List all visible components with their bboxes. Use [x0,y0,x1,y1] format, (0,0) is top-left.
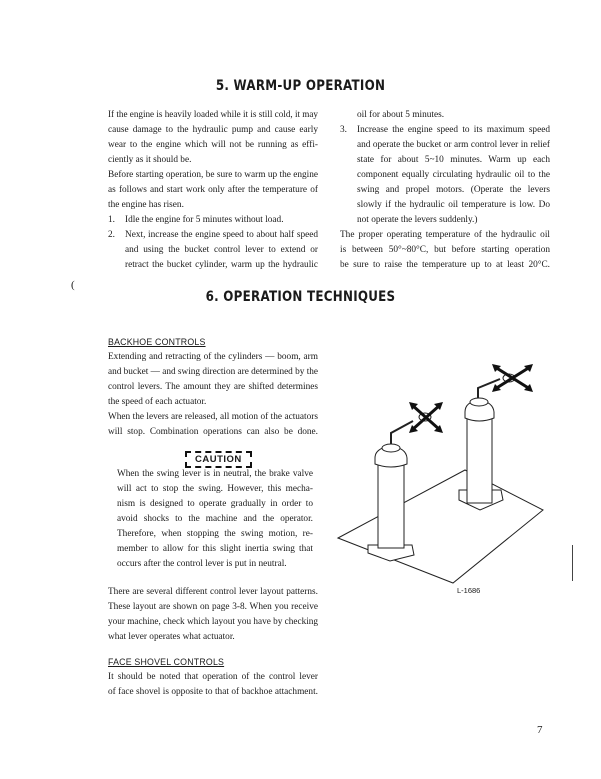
text-line: Extending and retracting of the cylinders — boom, arm [108,352,318,362]
text-line: and operate the bucket or arm control lever in relief [357,140,550,150]
text-line: will act to stop the swing. However, this mecha- [117,484,313,494]
text-line: of face shovel is opposite to that of backhoe attachment. [108,687,318,697]
text-line: be sure to raise the temperature up to at least 20°C. [340,260,550,270]
text-line: cause damage to the hydraulic pump and cause early [108,125,318,135]
platform [338,470,543,583]
text-line: will stop. Combination operations can also be done. [108,427,318,437]
page-number: 7 [537,724,543,736]
list-number: 1. [108,215,115,225]
text-line: occurs after the control lever is put in neutral. [117,559,287,569]
text-line: Before starting operation, be sure to warm up the engine [108,170,318,180]
text-line: Idle the engine for 5 minutes without load. [125,215,284,225]
text-line: These layout are shown on page 3-8. When you receive [108,602,318,612]
figure-label: L-1686 [457,586,481,595]
text-line: If the engine is heavily loaded while it is still cold, it may [108,110,318,120]
text-line: the speed of each actuator. [108,397,207,407]
text-line: member to allow for this slight inertia swing that [117,544,313,554]
text-line: what lever operates what actuator. [108,632,235,642]
text-line: not operate the levers suddenly.) [357,215,478,225]
text-line: Next, increase the engine speed to about half speed [125,230,318,240]
text-line: component equally circulating hydraulic oil to the [357,170,550,180]
text-line: and using the bucket control lever to extend or [125,245,318,255]
text-line: Increase the engine speed to its maximum speed [357,125,550,135]
face-shovel-heading: FACE SHOVEL CONTROLS [108,657,225,667]
text-line: avoid shocks to the machine and the operator. [117,514,313,524]
text-line: When the swing lever is in neutral, the brake valve [117,469,313,479]
text-line: retract the bucket cylinder, warm up the hydraulic [125,260,318,270]
text-line: It should be noted that operation of the control lever [108,672,318,682]
text-line: The proper operating temperature of the hydraulic oil [340,230,550,240]
text-line: Therefore, when stopping the swing motion, re- [117,529,313,539]
text-line: ciently as it should be. [108,155,192,165]
text-line: state for about 5~10 minutes. Warm up each [357,155,550,165]
margin-mark: ( [71,279,75,291]
text-line: as follows and start work only after the temperature of [108,185,318,195]
right-lever [459,374,515,510]
text-line: the engine has risen. [108,200,184,210]
section-title-techniques: 6. OPERATION TECHNIQUES [205,289,396,305]
text-line: nism is designed to operate gradually in order to [117,499,313,509]
caution-label: CAUTION [185,451,252,468]
section-title-warmup: 5. WARM-UP OPERATION [215,78,386,94]
text-line: When the levers are released, all motion of the actuators [108,412,318,422]
backhoe-controls-heading: BACKHOE CONTROLS [108,337,206,347]
text-line: your machine, check which layout you have by checking [108,617,318,627]
text-line: There are several different control lever layout patterns. [108,587,318,597]
text-line: wear to the engine which will not be running as effi- [108,140,318,150]
list-number: 3. [340,125,347,135]
text-line: slowly if the hydraulic oil temperature is low. Do [357,200,550,210]
margin-rule [572,545,573,581]
text-line: is between 50°~80°C, but before starting operation [340,245,550,255]
text-line: swing and propel motors. (Operate the levers [357,185,550,195]
list-number: 2. [108,230,115,240]
text-line: oil for about 5 minutes. [357,110,445,120]
text-line: control levers. The amount they are shifted determines [108,382,318,392]
text-line: and bucket — and swing direction are determined by the [108,367,318,377]
